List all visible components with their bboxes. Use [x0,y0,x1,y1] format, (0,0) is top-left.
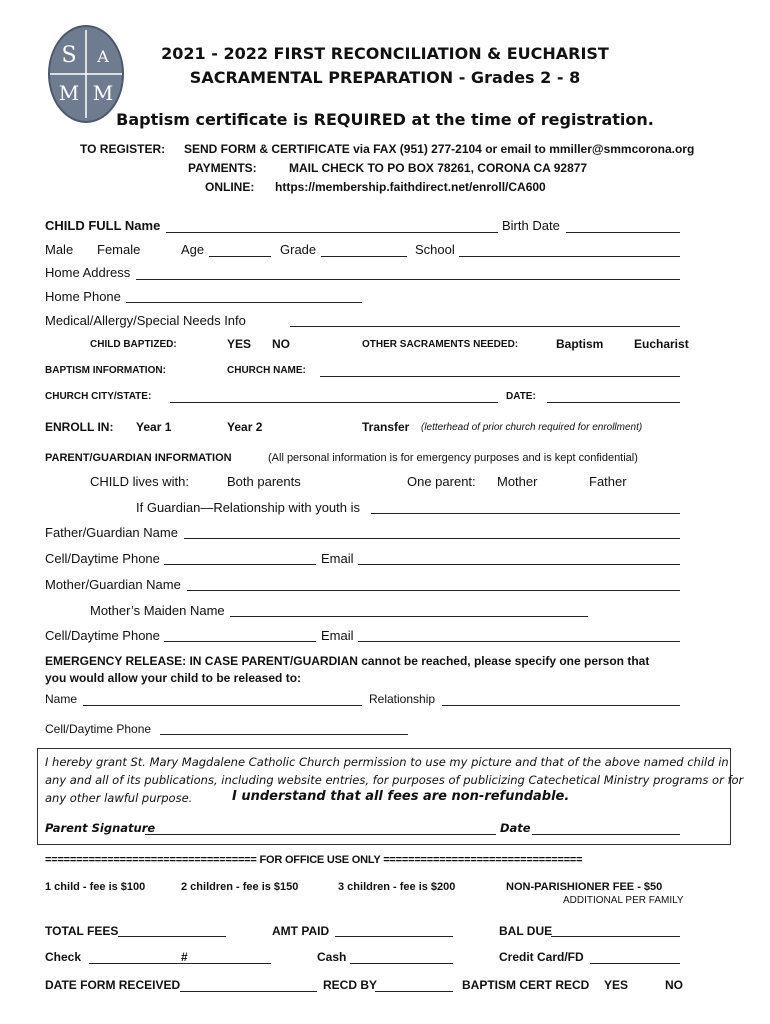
medical-field[interactable] [290,326,680,327]
age-label: Age [181,242,205,257]
lives-with-label: CHILD lives with: [90,474,189,489]
maiden-name-field[interactable] [230,616,588,617]
signature-date-label: Date [500,821,531,835]
baptism-notice: Baptism certificate is REQUIRED at the time of registration. [116,110,654,129]
enroll-transfer-option[interactable]: Transfer [362,420,410,434]
cash-label: Cash [317,950,347,964]
home-phone-label: Home Phone [45,289,121,304]
mother-option[interactable]: Mother [497,474,538,489]
logo-letter-s: S [61,43,77,68]
parent-signature-label: Parent Signature [45,821,156,835]
emergency-phone-label: Cell/Daytime Phone [45,722,152,736]
emergency-release-line1: EMERGENCY RELEASE: IN CASE PARENT/GUARDIAN cannot be reached, please specify one person that [45,654,650,668]
credit-card-field[interactable] [590,963,680,964]
bal-due-label: BAL DUE [499,924,553,938]
both-parents-option[interactable]: Both parents [227,474,301,489]
home-address-field[interactable] [136,279,680,280]
fee-one-child: 1 child - fee is $100 [45,881,146,893]
mother-phone-field[interactable] [164,641,316,642]
home-phone-field[interactable] [126,302,362,303]
date-received-field[interactable] [180,991,317,992]
transfer-note: (letterhead of prior church required for enrollment) [421,422,643,433]
home-address-label: Home Address [45,265,131,280]
fee-three-children: 3 children - fee is $200 [338,881,456,893]
age-field[interactable] [209,256,271,257]
parent-info-note: (All personal information is for emergency purposes and is kept confidential) [268,452,638,464]
mother-email-label: Email [321,628,354,643]
credit-card-label: Credit Card/FD [499,950,584,964]
maiden-name-label: Mother’s Maiden Name [90,603,225,618]
total-fees-label: TOTAL FEES [45,924,119,938]
parent-signature-field[interactable] [145,834,496,835]
form-title-line1: 2021 - 2022 FIRST RECONCILIATION & EUCHARIST [161,44,609,63]
mother-name-label: Mother/Guardian Name [45,577,181,592]
birth-date-field[interactable] [566,232,680,233]
non-parishioner-fee: NON-PARISHIONER FEE - $50 [506,881,663,893]
office-use-header: ================================== FOR OFFICE USE ONLY ================================ [45,854,583,866]
check-label: Check [45,950,82,964]
one-parent-label: One parent: [407,474,476,489]
school-field[interactable] [459,256,680,257]
child-full-name-field[interactable] [166,232,498,233]
consent-line2: any and all of its publications, including website entries, for purposes of publicizing Catechetical Ministry programs or for [45,773,744,787]
payments-label: PAYMENTS: [188,161,257,175]
cert-no-option[interactable]: NO [665,978,683,992]
sacrament-eucharist-option[interactable]: Eucharist [634,337,689,351]
male-option[interactable]: Male [45,242,74,257]
recd-by-field[interactable] [375,991,453,992]
grade-field[interactable] [321,256,407,257]
total-fees-field[interactable] [118,936,226,937]
cash-field[interactable] [350,963,453,964]
logo-church-glyph: A [97,47,109,66]
father-phone-label: Cell/Daytime Phone [45,551,160,566]
fees-nonrefundable-note: I understand that all fees are non-refundable. [232,789,570,804]
father-name-field[interactable] [184,538,680,539]
father-option[interactable]: Father [589,474,627,489]
emergency-phone-field[interactable] [160,734,408,735]
church-name-field[interactable] [320,376,680,377]
guardian-relationship-field[interactable] [371,513,680,514]
consent-line3: any other lawful purpose. [45,791,193,805]
mother-name-field[interactable] [187,590,680,591]
to-register-label: TO REGISTER: [80,142,166,156]
father-email-field[interactable] [358,564,680,565]
fee-two-children: 2 children - fee is $150 [181,881,299,893]
church-city-field[interactable] [170,402,498,403]
parent-info-header: PARENT/GUARDIAN INFORMATION [45,452,232,464]
baptism-info-label: BAPTISM INFORMATION: [45,365,166,376]
medical-label: Medical/Allergy/Special Needs Info [45,313,246,328]
additional-per-family: ADDITIONAL PER FAMILY [563,895,684,906]
sacrament-baptism-option[interactable]: Baptism [556,337,604,351]
father-phone-field[interactable] [164,564,316,565]
date-received-label: DATE FORM RECEIVED [45,978,181,992]
parish-logo [47,24,125,124]
enroll-year1-option[interactable]: Year 1 [136,420,172,434]
enroll-in-label: ENROLL IN: [45,420,114,434]
form-title-line2: SACRAMENTAL PREPARATION - Grades 2 - 8 [189,68,581,87]
baptism-cert-label: BAPTISM CERT RECD [462,978,590,992]
to-register-value: SEND FORM & CERTIFICATE via FAX (951) 277-2104 or email to mmiller@smmcorona.org [184,142,695,156]
baptized-no-option[interactable]: NO [272,337,290,351]
payments-value: MAIL CHECK TO PO BOX 78261, CORONA CA 92877 [289,161,588,175]
emergency-relationship-label: Relationship [369,692,436,706]
church-name-label: CHURCH NAME: [227,365,306,376]
baptized-yes-option[interactable]: YES [227,337,252,351]
school-label: School [415,242,455,257]
emergency-relationship-field[interactable] [442,705,680,706]
amt-paid-label: AMT PAID [272,924,330,938]
church-city-label: CHURCH CITY/STATE: [45,391,152,402]
other-sacraments-label: OTHER SACRAMENTS NEEDED: [362,339,519,350]
child-full-name-label: CHILD FULL Name [45,218,161,233]
bal-due-field[interactable] [551,936,680,937]
birth-date-label: Birth Date [502,218,560,233]
check-number-label: # [181,950,188,964]
father-name-label: Father/Guardian Name [45,525,178,540]
grade-label: Grade [280,242,317,257]
guardian-relationship-label: If Guardian—Relationship with youth is [136,500,361,515]
emergency-release-line2: you would allow your child to be released to: [45,671,302,685]
female-option[interactable]: Female [97,242,141,257]
check-field[interactable] [89,963,271,964]
emergency-name-label: Name [45,692,78,706]
online-value[interactable]: https://membership.faithdirect.net/enroll/CA600 [275,180,546,194]
mother-phone-label: Cell/Daytime Phone [45,628,160,643]
logo-letter-m1: M [58,81,80,105]
recd-by-label: RECD BY [323,978,378,992]
father-email-label: Email [321,551,354,566]
enroll-year2-option[interactable]: Year 2 [227,420,263,434]
signature-date-field[interactable] [532,834,680,835]
baptism-date-field[interactable] [547,402,680,403]
consent-line1: I hereby grant St. Mary Magdalene Catholic Church permission to use my picture and that of the above named child in [45,755,729,769]
emergency-name-field[interactable] [83,705,362,706]
online-label: ONLINE: [205,180,255,194]
mother-email-field[interactable] [358,641,680,642]
child-baptized-label: CHILD BAPTIZED: [90,339,177,350]
cert-yes-option[interactable]: YES [604,978,629,992]
baptism-date-label: DATE: [506,391,536,402]
logo-letter-m2: M [92,81,114,105]
amt-paid-field[interactable] [335,936,453,937]
